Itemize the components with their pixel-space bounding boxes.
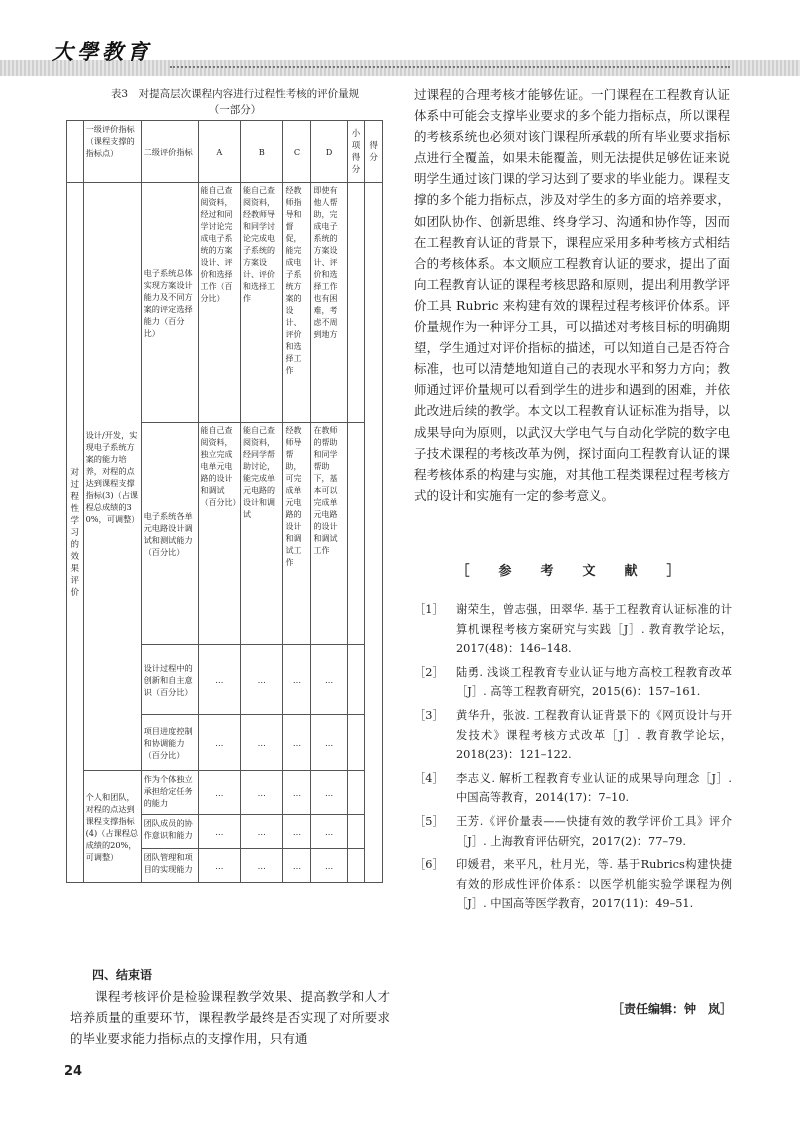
sub-score-cell bbox=[347, 771, 365, 815]
l2-cell: 项目进度控制和协调能力（百分比） bbox=[141, 715, 198, 771]
score-cell bbox=[365, 183, 383, 883]
table-row bbox=[67, 183, 383, 423]
reference-item bbox=[414, 706, 732, 765]
table-header-row bbox=[67, 121, 383, 183]
body-text-left: 课程考核评价是检验课程教学效果、提高教学和人才培养质量的重要环节，课程教学最终是否实现了对所要求的毕业要求能力指标点的支撑作用，只有通 bbox=[70, 989, 390, 1046]
b-cell: … bbox=[241, 849, 283, 883]
l2-cell: 电子系统各单元电路设计调试和测试能力（百分比） bbox=[141, 423, 198, 645]
reference-text: 王芳.《评价量表——快捷有效的教学评价工具》评介［J］. 上海教育评估研究，2017(2)：77–79. bbox=[456, 814, 732, 848]
reference-number: ［6］ bbox=[414, 858, 444, 872]
c-cell: 经教师指导和督促，能完成电子系统方案的设计、评价和选择工作 bbox=[283, 183, 311, 423]
reference-list bbox=[414, 600, 732, 918]
c-cell: 经教师导帮助，可完成单元电路的设计和调试工作 bbox=[283, 423, 311, 645]
header-b: B bbox=[241, 121, 283, 183]
group1-label: 设计/开发，实现电子系统方案的能力培养，对程的点达到课程支撑指标(3)（占课程总成绩的30%，可调整） bbox=[83, 183, 141, 771]
c-cell: … bbox=[283, 645, 311, 715]
reference-text: 印媛君，来平凡，杜月光，等. 基于Rubrics构建快捷有效的形成性评价体系：以医学机能实验学课程为例［J］. 中国高等医学教育，2017(11)：49–51. bbox=[456, 858, 732, 911]
sub-score-cell bbox=[347, 849, 365, 883]
b-cell: … bbox=[241, 771, 283, 815]
sub-score-cell bbox=[347, 715, 365, 771]
reference-item bbox=[414, 855, 732, 914]
d-cell: … bbox=[311, 771, 347, 815]
b-cell: … bbox=[241, 645, 283, 715]
body-text-right: 过课程的合理考核才能够佐证。一门课程在工程教育认证体系中可能会支撑毕业要求的多个能力指标点，所以课程的考核系统也必须对该门课程所承载的所有毕业要求指标点进行全覆盖，如果未能覆盖，则无法提供足够佐证来说明学生通过该门课的学习达到了要求的毕业能力。课程支撑的多个能力指标点，涉及对学生的多方面的培养要求，如团队协作、创新思维、终身学习、沟通和协作等，因而在工程教育认证的背景下，课程应采用多种考核方式相结合的考核体系。本文顺应工程教育认证的要求，提出了面向工程教育认证的课程考核思路和原则，提出利用教学评价工具 Rubric 来构建有效的课程过程考核评价体系。评价量规作为一种评分工具，可以描述对考核目标的明确期望，学生通过对评价指标的描述，可以知道自己是否符合标准，也可以清楚地知道自己的表现水平和努力方向；教师通过评价量规可以看到学生的进步和遇到的困难，并依此改进后续的教学。本文以工程教育认证标准为指导，以成果导向为原则，以武汉大学电气与自动化学院的数字电子技术课程的考核改革为例，探讨面向工程教育认证的课程考核体系的构建与实施，对其他工程类课程过程考核方式的设计和实施有一定的参考意义。 bbox=[414, 87, 730, 503]
row-label: 对过程性学习的效果评价 bbox=[67, 183, 84, 883]
header-score: 得分 bbox=[365, 121, 383, 183]
reference-item bbox=[414, 812, 732, 851]
header-c: C bbox=[283, 121, 311, 183]
reference-item bbox=[414, 663, 732, 702]
sub-score-cell bbox=[347, 645, 365, 715]
a-cell: … bbox=[198, 849, 240, 883]
b-cell: 能自己查阅资料，经同学帮助讨论，能完成单元电路的设计和调试 bbox=[241, 423, 283, 645]
section-heading: 四、结束语 bbox=[92, 968, 153, 982]
sub-score-cell bbox=[347, 183, 365, 423]
reference-number: ［5］ bbox=[414, 814, 444, 828]
reference-text: 李志义. 解析工程教育专业认证的成果导向理念［J］. 中国高等教育，2014(17)：7–10. bbox=[456, 771, 732, 805]
reference-text: 谢荣生，曾志强，田翠华. 基于工程教育认证标准的计算机课程考核方案研究与实践［J］. 教育教学论坛，2017(48)：146–148. bbox=[456, 603, 732, 656]
d-cell: … bbox=[311, 645, 347, 715]
reference-item bbox=[414, 600, 732, 659]
c-cell: … bbox=[283, 849, 311, 883]
a-cell: 能自己查阅资料，独立完成电单元电路的设计和调试（百分比） bbox=[198, 423, 240, 645]
d-cell: … bbox=[311, 815, 347, 849]
table-caption-title: 表3 对提高层次课程内容进行过程性考核的评价量规 bbox=[110, 88, 360, 100]
masthead bbox=[0, 0, 800, 80]
b-cell: 能自己查阅资料，经教师导和同学讨论完成电子系统的方案设计、评价和选择工作 bbox=[241, 183, 283, 423]
a-cell: 能自己查阅资料，经过和同学讨论完成电子系统的方案设计、评价和选择工作（百分比） bbox=[198, 183, 240, 423]
l2-cell: 作为个体独立承担给定任务的能力 bbox=[141, 771, 198, 815]
c-cell: … bbox=[283, 771, 311, 815]
reference-text: 陆勇. 浅谈工程教育专业认证与地方高校工程教育改革［J］. 高等工程教育研究，2015(6)：157–161. bbox=[456, 665, 732, 699]
reference-number: ［3］ bbox=[414, 708, 444, 722]
reference-text: 黄华升，张波. 工程教育认证背景下的《网页设计与开发技术》课程考核方式改革［J］. 教育教学论坛，2018(23)：121–122. bbox=[456, 708, 732, 762]
references-heading: ［ 参 考 文 献 ］ bbox=[456, 564, 688, 579]
d-cell: … bbox=[311, 715, 347, 771]
group2-label: 个人和团队，对程的点达到课程支撑指标(4)（占课程总成绩的20%，可调整） bbox=[83, 771, 141, 883]
a-cell: … bbox=[198, 645, 240, 715]
corner-cell bbox=[67, 121, 84, 183]
reference-item bbox=[414, 769, 732, 808]
table-caption-sub: （一部分） bbox=[208, 104, 262, 116]
header-level2: 二级评价指标 bbox=[141, 121, 198, 183]
l2-cell: 团队管理和项目的实现能力 bbox=[141, 849, 198, 883]
sub-score-cell bbox=[347, 423, 365, 645]
reference-number: ［4］ bbox=[414, 771, 444, 785]
header-d: D bbox=[311, 121, 347, 183]
page-number: 24 bbox=[64, 1064, 83, 1079]
rubric-table bbox=[66, 120, 383, 883]
header-dotted-rule bbox=[170, 66, 730, 68]
sub-score-cell bbox=[347, 815, 365, 849]
d-cell: 在教师的帮助和同学帮助下，基本可以完成单元电路的设计和调试工作 bbox=[311, 423, 347, 645]
b-cell: … bbox=[241, 815, 283, 849]
b-cell: … bbox=[241, 715, 283, 771]
c-cell: … bbox=[283, 815, 311, 849]
header-level1: 一级评价指标（课程支撑的指标点） bbox=[83, 121, 141, 183]
responsible-editor: ［责任编辑：钟 岚］ bbox=[611, 1002, 732, 1016]
c-cell: … bbox=[283, 715, 311, 771]
reference-number: ［2］ bbox=[414, 665, 444, 679]
l2-cell: 电子系统总体实现方案设计能力及不同方案的评定选择能力（百分比） bbox=[141, 183, 198, 423]
a-cell: … bbox=[198, 815, 240, 849]
table-caption bbox=[70, 86, 400, 118]
header-sub-score: 小项得分 bbox=[347, 121, 365, 183]
d-cell: 即使有他人帮助，完成电子系统的方案设计、评价和选择工作也有困难，考虑不周到地方 bbox=[311, 183, 347, 423]
journal-logo: 大學教育 bbox=[52, 39, 152, 64]
a-cell: … bbox=[198, 715, 240, 771]
header-a: A bbox=[198, 121, 240, 183]
reference-number: ［1］ bbox=[414, 603, 444, 616]
l2-cell: 设计过程中的创新和自主意识（百分比） bbox=[141, 645, 198, 715]
d-cell: … bbox=[311, 849, 347, 883]
a-cell: … bbox=[198, 771, 240, 815]
l2-cell: 团队成员的协作意识和能力 bbox=[141, 815, 198, 849]
table-row bbox=[67, 771, 383, 815]
